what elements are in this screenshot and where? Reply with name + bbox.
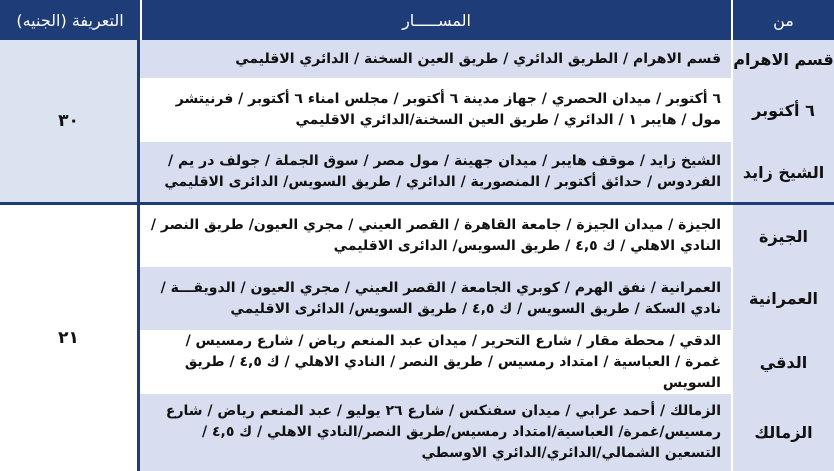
row-route: الزمالك / أحمد عرابي / ميدان سفنكس / شارع ٢٦ يوليو / عبد المنعم رياض / شارع رمسيس/غمرة/ العباسية/امتداد رمسيس/طريق النصر/النادي الاهلي / ك ٤,٥ /التسعين الشمالي/الدائري/الدائري الاوسطي xyxy=(165,403,721,461)
table-row xyxy=(140,267,834,330)
row-from: الشيخ زايد xyxy=(731,142,834,202)
row-route: الدقي / محطة مقار / شارع التحرير / ميدان عبد المنعم رياض / شارع رمسيس / غمرة / العباسية / امتداد رمسيس / طريق النصر / النادي الاهلي / ك ٤,٥ / طريق السويس xyxy=(184,332,721,391)
row-route: الجيزة / ميدان الجيزة / جامعة القاهرة / القصر العيني / مجري العيون/ طريق النصر / النادي الاهلي / ك ٤,٥ / طريق السويس/ الدائرى الاقليمي xyxy=(150,217,721,254)
row-from: ٦ أكتوبر xyxy=(731,78,834,142)
row-route: ٦ أكتوبر / ميدان الحصري / جهاز مدينة ٦ أكتوبر / مجلس امناء ٦ أكتوبر / فرنيتشر مول / هايبر ١ / الدائري / طريق العين السخنة/الدائري الاقليمي xyxy=(175,91,721,128)
fare-value-30: ٣٠ xyxy=(0,40,140,205)
row-route: العمرانية / نفق الهرم / كوبري الجامعة / القصر العيني / مجري العيون / الدويقـــة / نادي السكة / طريق السويس / ك ٤,٥ / طريق السويس/ الدائرى الاقليمي xyxy=(160,279,721,317)
header-fare: التعريفة (الجنيه) xyxy=(0,0,140,40)
table-row xyxy=(140,330,834,394)
fare-value-21: ٢١ xyxy=(0,205,140,471)
header-from: من xyxy=(731,0,834,40)
row-route: قسم الاهرام / الطريق الدائري / طريق العين السخنة / الدائري الاقليمي xyxy=(235,50,721,67)
table-row xyxy=(140,78,834,142)
table-row xyxy=(140,142,834,205)
row-route: الشيخ زايد / موقف هايبر / ميدان جهينة / مول مصر / سوق الجملة / جولف در يم / الفردوس / حدائق أكتوبر / المنصورية / الدائري / طريق السويس/ الدائرى الاقليمي xyxy=(164,153,721,190)
table-row xyxy=(140,394,834,471)
table-row xyxy=(140,205,834,267)
row-from: الزمالك xyxy=(731,394,834,471)
header-route: المســـــار xyxy=(140,0,731,40)
table-row xyxy=(140,40,834,78)
row-from: قسم الاهرام xyxy=(731,40,834,78)
row-from: الدقي xyxy=(731,330,834,394)
row-from: الجيزة xyxy=(731,205,834,267)
row-from: العمرانية xyxy=(731,267,834,330)
